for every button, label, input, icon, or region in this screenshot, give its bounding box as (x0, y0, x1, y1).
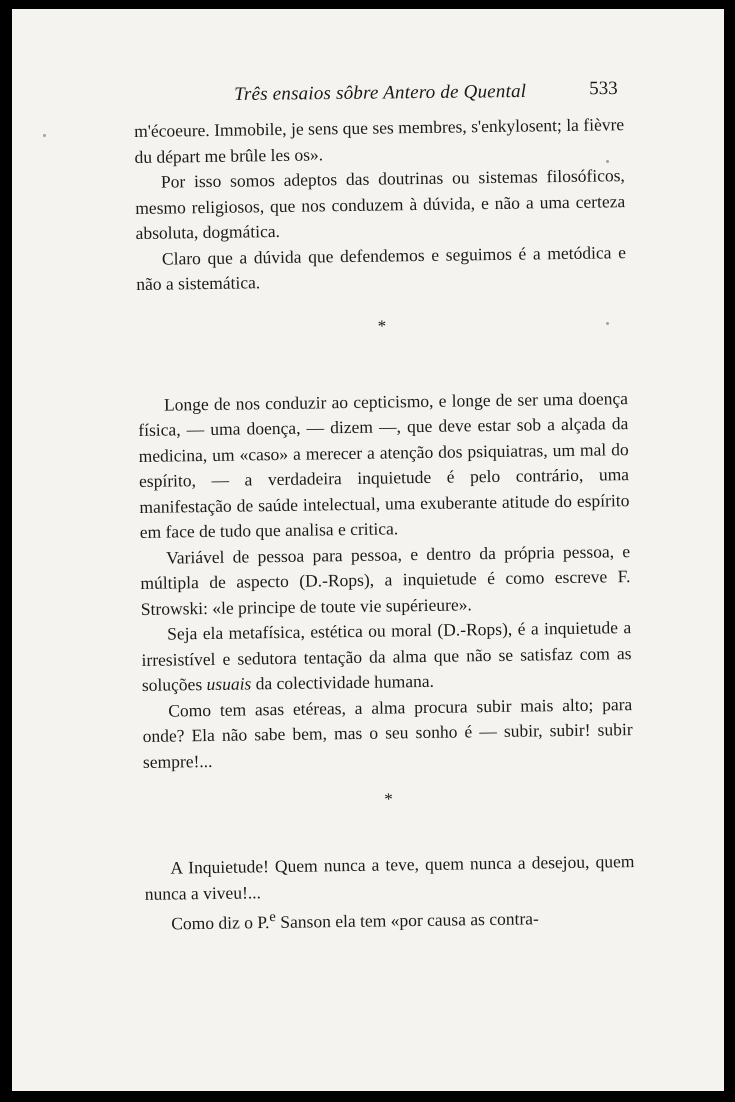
paragraph: Claro que a dúvida que defendemos e seguimos é a metódica e não a sistemática. (136, 241, 627, 294)
section-break-asterisk: * (377, 316, 387, 336)
scan-speck (606, 160, 609, 163)
page-number: 533 (589, 77, 618, 100)
scan-speck (606, 322, 609, 325)
paragraph: Longe de nos conduzir ao cepticismo, e longe de ser uma doença física, — uma doença, — dizem —, que deve estar sob a alçada da medicina, um «caso» a merecer a atenção dos psiquiatras, um mal do espírito, — a verdadeira inquietude é pelo contrário, uma manifestação de saúde intelectual, uma exuberante atitude do espírito em face de tudo que analisa e critica. (138, 387, 630, 542)
paragraph: Por isso somos adeptos das doutrinas ou sistemas filosóficos, mesmo religiosos, que nos conduzem à dúvida, e não a uma certeza absoluta, dogmática. (135, 165, 626, 243)
book-page (12, 9, 724, 1091)
paragraph: Seja ela metafísica, estética ou moral (D.-Rops), é a inquietude a irresistível e sedutora tentação da alma que não se satisfaz com as soluções usuais da colectividade humana. (141, 617, 632, 695)
paragraph: Como tem asas etéreas, a alma procura subir mais alto; para onde? Ela não sabe bem, mas o seu sonho é — subir, subir! subir sempre!... (142, 693, 633, 772)
paragraph: A Inquietude! Quem nunca a teve, quem nunca a desejou, quem nunca a viveu!... (144, 851, 635, 904)
running-title: Três ensaios sôbre Antero de Quental (234, 80, 527, 105)
scan-speck (43, 134, 46, 137)
superscript: e (269, 909, 276, 926)
body-text (134, 112, 635, 937)
paragraph: Como diz o P.$^e$ Sanson ela tem «por causa as contra- (171, 908, 539, 934)
running-head (234, 71, 624, 105)
section-break-asterisk: * (384, 789, 393, 809)
emphasis: usuais (206, 673, 252, 695)
paragraph-continuation: m'écoeure. Immobile, je sens que ses membres, s'enkylosent; la fièvre du départ me brûle les os». (134, 114, 625, 167)
paragraph: Variável de pessoa para pessoa, e dentro da própria pessoa, e múltipla de aspecto (D.-Rops), a inquietude é como escreve F. Strowski: «le principe de toute vie supérieure». (140, 540, 631, 619)
